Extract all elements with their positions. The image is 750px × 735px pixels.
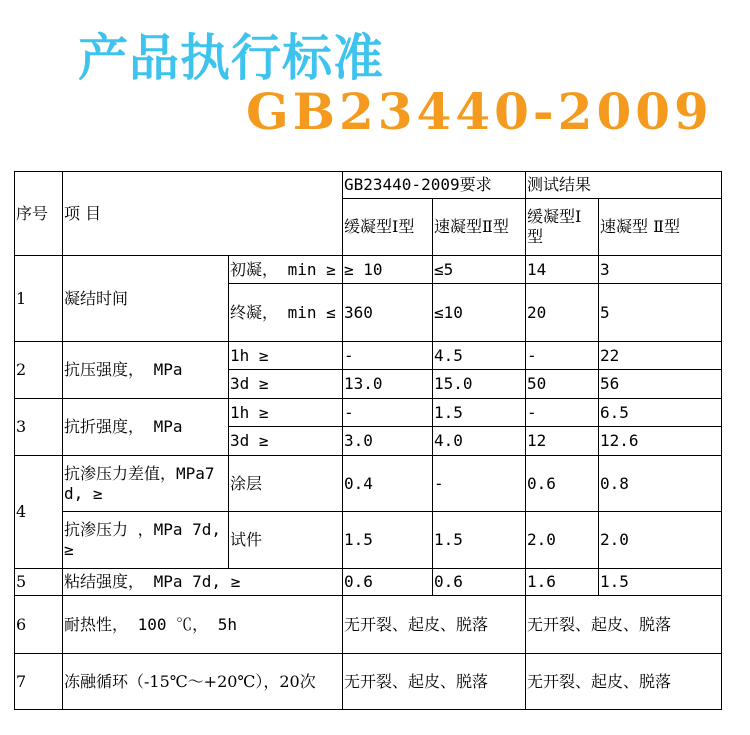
header-req-type1: 缓凝型Ⅰ型 — [343, 199, 433, 256]
row-seq: 6 — [15, 596, 63, 654]
cell-res1: - — [526, 342, 599, 370]
row-cond: 试件 — [229, 512, 343, 569]
header-res-type2: 速凝型 Ⅱ型 — [599, 199, 722, 256]
cell-res2: 22 — [599, 342, 722, 370]
row-item: 凝结时间 — [63, 256, 229, 342]
row-cond: 3d ≥ — [229, 427, 343, 456]
row-seq: 4 — [15, 456, 63, 569]
cell-res: 无开裂、起皮、脱落 — [526, 654, 722, 710]
cell-req: 无开裂、起皮、脱落 — [343, 654, 526, 710]
cell-req2: ≤5 — [433, 256, 526, 284]
cell-req1: 0.6 — [343, 569, 433, 596]
cell-res1: 1.6 — [526, 569, 599, 596]
cell-res2: 6.5 — [599, 399, 722, 427]
row-item: 冻融循环（-15℃～+20℃），20次 — [63, 654, 343, 710]
cell-req2: ≤10 — [433, 284, 526, 342]
row-item: 抗折强度， MPa — [63, 399, 229, 456]
cell-req: 无开裂、起皮、脱落 — [343, 596, 526, 654]
table-row — [15, 456, 722, 512]
cell-req2: 4.5 — [433, 342, 526, 370]
cell-res2: 56 — [599, 370, 722, 399]
row-item: 抗渗压力差值，MPa7d, ≥ — [63, 456, 229, 512]
table-row — [15, 569, 722, 596]
header-seq: 序号 — [15, 172, 63, 256]
cell-req1: - — [343, 399, 433, 427]
cell-req2: 0.6 — [433, 569, 526, 596]
row-cond: 涂层 — [229, 456, 343, 512]
table-row — [15, 256, 722, 284]
row-cond: 终凝， min ≤ — [229, 284, 343, 342]
cell-req1: ≥ 10 — [343, 256, 433, 284]
cell-req2: - — [433, 456, 526, 512]
header-row — [15, 172, 722, 199]
row-cond: 1h ≥ — [229, 399, 343, 427]
cell-res2: 1.5 — [599, 569, 722, 596]
cell-req1: 1.5 — [343, 512, 433, 569]
page-title: 产品执行标准 — [78, 29, 384, 87]
cell-req2: 15.0 — [433, 370, 526, 399]
cell-res2: 5 — [599, 284, 722, 342]
row-cond: 初凝， min ≥ — [229, 256, 343, 284]
cell-req1: 0.4 — [343, 456, 433, 512]
cell-res1: 50 — [526, 370, 599, 399]
cell-res1: 14 — [526, 256, 599, 284]
row-seq: 7 — [15, 654, 63, 710]
row-cond: 1h ≥ — [229, 342, 343, 370]
row-item: 耐热性， 100 ℃， 5h — [63, 596, 343, 654]
table-row — [15, 654, 722, 710]
row-seq: 1 — [15, 256, 63, 342]
table-row — [15, 399, 722, 427]
header-requirement: GB23440-2009要求 — [343, 172, 526, 199]
standard-table — [14, 171, 722, 710]
row-seq: 2 — [15, 342, 63, 399]
cell-req1: 360 — [343, 284, 433, 342]
cell-res2: 3 — [599, 256, 722, 284]
cell-res1: 2.0 — [526, 512, 599, 569]
cell-req2: 4.0 — [433, 427, 526, 456]
row-seq: 3 — [15, 399, 63, 456]
row-item: 抗压强度， MPa — [63, 342, 229, 399]
header-req-type2: 速凝型Ⅱ型 — [433, 199, 526, 256]
row-item: 抗渗压力 ，MPa 7d, ≥ — [63, 512, 229, 569]
header-result: 测试结果 — [526, 172, 722, 199]
standard-code: GB23440-2009 — [246, 82, 713, 141]
cell-res1: 20 — [526, 284, 599, 342]
cell-req2: 1.5 — [433, 399, 526, 427]
row-cond: 3d ≥ — [229, 370, 343, 399]
row-seq: 5 — [15, 569, 63, 596]
cell-req1: 13.0 — [343, 370, 433, 399]
table-row — [15, 596, 722, 654]
header-res-type1: 缓凝型Ⅰ型 — [526, 199, 599, 256]
cell-req2: 1.5 — [433, 512, 526, 569]
cell-res2: 2.0 — [599, 512, 722, 569]
row-item: 粘结强度， MPa 7d, ≥ — [63, 569, 343, 596]
cell-res2: 12.6 — [599, 427, 722, 456]
cell-res1: 12 — [526, 427, 599, 456]
cell-res1: 0.6 — [526, 456, 599, 512]
cell-res: 无开裂、起皮、脱落 — [526, 596, 722, 654]
cell-res2: 0.8 — [599, 456, 722, 512]
cell-req1: - — [343, 342, 433, 370]
table-row — [15, 512, 722, 569]
header-item: 项 目 — [63, 172, 343, 256]
table-row — [15, 342, 722, 370]
cell-res1: - — [526, 399, 599, 427]
cell-req1: 3.0 — [343, 427, 433, 456]
